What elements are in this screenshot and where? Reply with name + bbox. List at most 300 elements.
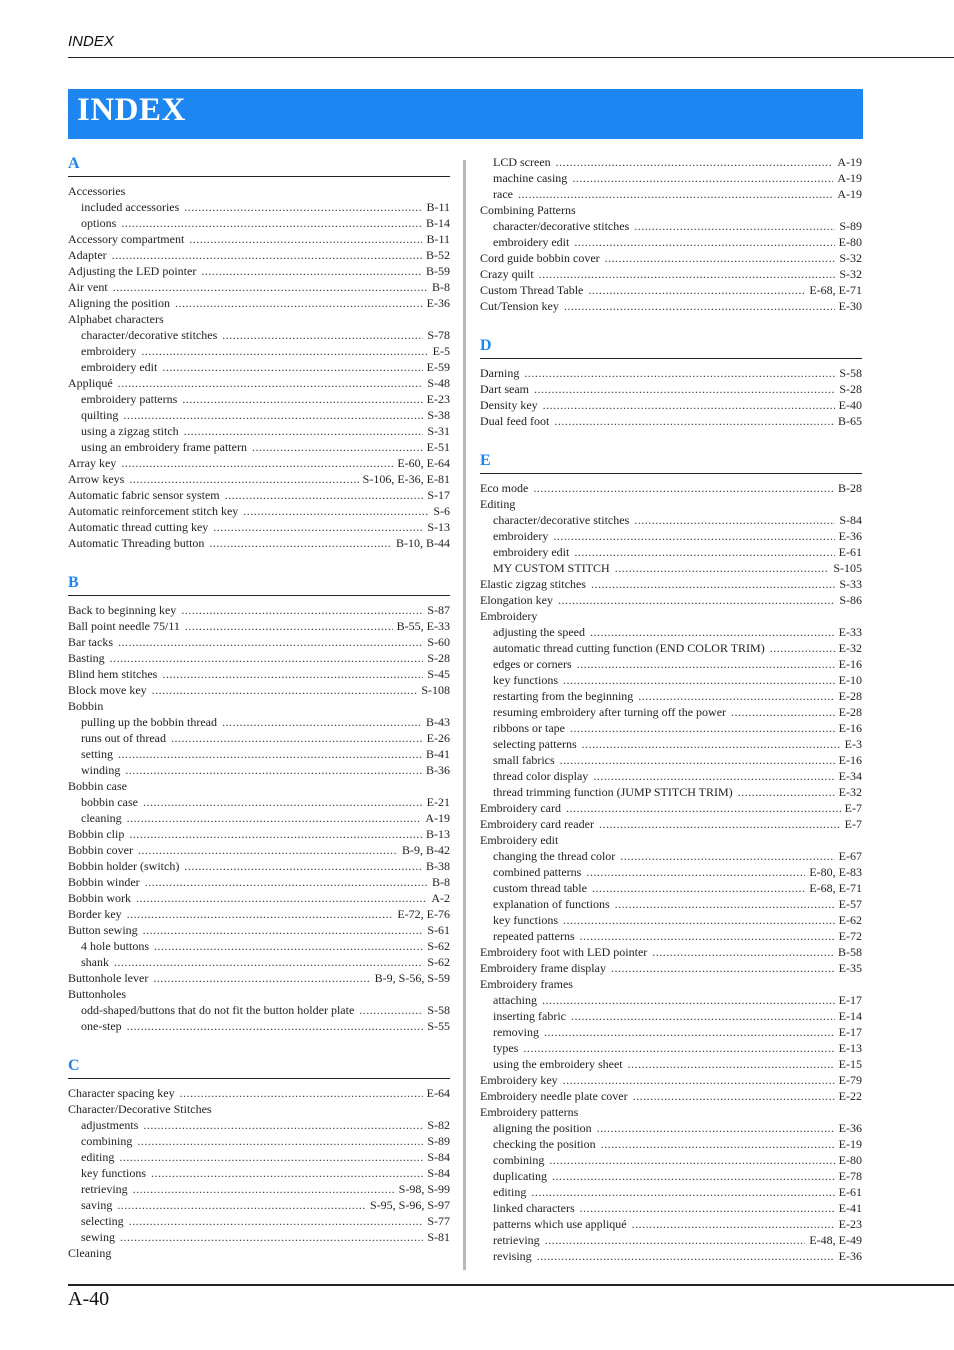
dot-leader xyxy=(243,503,429,519)
index-entry xyxy=(68,890,450,906)
index-entry xyxy=(68,1018,450,1034)
page-reference: E-36 xyxy=(838,529,862,543)
page-reference: B-41 xyxy=(426,747,450,761)
index-entry xyxy=(480,576,862,592)
index-entry xyxy=(68,970,450,986)
dot-leader xyxy=(523,1040,834,1056)
index-entry xyxy=(68,746,450,762)
page-reference: S-32 xyxy=(839,267,862,281)
page-reference: E-36 xyxy=(426,296,450,310)
page-reference: S-84 xyxy=(427,1166,450,1180)
index-entry xyxy=(68,986,450,1002)
running-head: INDEX xyxy=(68,33,114,50)
entry-label: attaching xyxy=(493,993,537,1007)
entry-label: Border key xyxy=(68,907,122,921)
page-reference: E-10 xyxy=(838,673,862,687)
dot-leader xyxy=(601,1136,835,1152)
entry-label: key functions xyxy=(493,913,558,927)
entry-label: key functions xyxy=(493,673,558,687)
page-reference: E-64 xyxy=(426,1086,450,1100)
entry-label: included accessories xyxy=(81,200,180,214)
index-entry xyxy=(480,1152,862,1168)
page-reference: E-17 xyxy=(838,993,862,1007)
page-reference: S-38 xyxy=(427,408,450,422)
section-letter: C xyxy=(68,1056,450,1079)
index-entry xyxy=(68,1229,450,1245)
page-reference: A-19 xyxy=(425,811,450,825)
dot-leader xyxy=(518,186,833,202)
entry-label: Cleaning xyxy=(68,1246,112,1260)
page-reference: E-61 xyxy=(838,545,862,559)
entry-label: Air vent xyxy=(68,280,108,294)
index-entry xyxy=(480,1120,862,1136)
page-reference: A-19 xyxy=(837,155,862,169)
index-entry xyxy=(68,295,450,311)
page-reference: S-6 xyxy=(433,504,450,518)
dot-leader xyxy=(570,720,835,736)
entry-label: race xyxy=(493,187,513,201)
index-entry xyxy=(480,912,862,928)
entry-label: Embroidery foot with LED pointer xyxy=(480,945,648,959)
page-reference: E-62 xyxy=(838,913,862,927)
dot-leader xyxy=(558,592,835,608)
entry-label: retrieving xyxy=(493,1233,540,1247)
dot-leader xyxy=(553,528,834,544)
entry-label: winding xyxy=(81,763,121,777)
entry-label: Automatic reinforcement stitch key xyxy=(68,504,239,518)
entry-label: resuming embroidery after turning off the power xyxy=(493,705,727,719)
dot-leader xyxy=(592,880,805,896)
page-reference: B-65 xyxy=(838,414,862,428)
page-reference: E-32 xyxy=(838,641,862,655)
dot-leader xyxy=(574,544,834,560)
index-entry xyxy=(480,170,862,186)
dot-leader xyxy=(145,874,428,890)
page-reference: A-19 xyxy=(837,171,862,185)
page-reference: E-61 xyxy=(838,1185,862,1199)
dot-leader xyxy=(252,439,423,455)
page-reference: S-33 xyxy=(839,577,862,591)
dot-leader xyxy=(153,970,370,986)
dot-leader xyxy=(738,784,835,800)
index-entry xyxy=(480,928,862,944)
page-reference: S-28 xyxy=(427,651,450,665)
index-entry xyxy=(480,1136,862,1152)
index-entry xyxy=(68,407,450,423)
entry-label: 4 hole buttons xyxy=(81,939,149,953)
page-reference: B-11 xyxy=(426,200,450,214)
index-entry xyxy=(480,218,862,234)
entry-label: Bobbin clip xyxy=(68,827,125,841)
index-entry xyxy=(480,1168,862,1184)
entry-label: key functions xyxy=(81,1166,146,1180)
entry-label: Custom Thread Table xyxy=(480,283,584,297)
page-reference: E-78 xyxy=(838,1169,862,1183)
entry-label: embroidery edit xyxy=(493,235,570,249)
entry-label: Bobbin holder (switch) xyxy=(68,859,180,873)
entry-label: Embroidery frames xyxy=(480,977,573,991)
index-entry xyxy=(68,650,450,666)
page-reference: A-2 xyxy=(431,891,450,905)
page-reference: E-13 xyxy=(838,1041,862,1055)
section-letter: B xyxy=(68,573,450,596)
dot-leader xyxy=(152,682,418,698)
index-entry xyxy=(68,439,450,455)
page-reference: S-98, S-99 xyxy=(398,1182,450,1196)
entry-label: combining xyxy=(81,1134,133,1148)
page-reference: E-34 xyxy=(838,769,862,783)
entry-label: Block move key xyxy=(68,683,147,697)
page-reference: S-87 xyxy=(427,603,450,617)
page-reference: E-7 xyxy=(844,817,862,831)
dot-leader xyxy=(184,858,422,874)
index-entry xyxy=(68,311,450,327)
page-reference: B-55, E-33 xyxy=(396,619,450,633)
dot-leader xyxy=(628,1056,835,1072)
index-entry xyxy=(68,471,450,487)
dot-leader xyxy=(171,730,423,746)
index-section xyxy=(68,1056,450,1261)
page-reference: E-14 xyxy=(838,1009,862,1023)
index-section xyxy=(480,451,862,1264)
page-reference: S-61 xyxy=(427,923,450,937)
entry-label: ribbons or tape xyxy=(493,721,565,735)
page-reference: E-72, E-76 xyxy=(397,907,450,921)
page-reference: E-19 xyxy=(838,1137,862,1151)
entry-label: types xyxy=(493,1041,519,1055)
page-reference: E-36 xyxy=(838,1249,862,1263)
dot-leader xyxy=(181,602,423,618)
page-reference: E-28 xyxy=(838,689,862,703)
dot-leader xyxy=(185,618,393,634)
index-entry xyxy=(68,375,450,391)
index-entry xyxy=(480,496,862,512)
entry-label: runs out of thread xyxy=(81,731,166,745)
dot-leader xyxy=(580,1200,835,1216)
index-entry xyxy=(480,976,862,992)
page-reference: B-36 xyxy=(426,763,450,777)
dot-leader xyxy=(123,407,423,423)
page-reference: S-45 xyxy=(427,667,450,681)
dot-leader xyxy=(118,375,424,391)
index-entry xyxy=(68,826,450,842)
index-entry xyxy=(480,250,862,266)
index-entry xyxy=(480,266,862,282)
page-reference: E-67 xyxy=(838,849,862,863)
page-reference: S-84 xyxy=(839,513,862,527)
entry-label: adjusting the speed xyxy=(493,625,585,639)
page-reference: E-59 xyxy=(426,360,450,374)
index-entry xyxy=(68,778,450,794)
index-entry xyxy=(68,1149,450,1165)
dot-leader xyxy=(222,714,422,730)
index-entry xyxy=(480,1056,862,1072)
index-entry xyxy=(68,1213,450,1229)
index-entry xyxy=(68,1133,450,1149)
index-entry xyxy=(480,528,862,544)
page-reference: B-8 xyxy=(432,875,450,889)
dot-leader xyxy=(182,391,422,407)
dot-leader xyxy=(119,1149,423,1165)
page-reference: E-3 xyxy=(844,737,862,751)
index-column-right xyxy=(480,154,862,1286)
entry-label: edges or corners xyxy=(493,657,572,671)
dot-leader xyxy=(611,960,835,976)
entry-label: Embroidery patterns xyxy=(480,1105,579,1119)
page-reference: B-8 xyxy=(432,280,450,294)
entry-label: embroidery xyxy=(493,529,549,543)
entry-label: Appliqué xyxy=(68,376,113,390)
page-reference: S-77 xyxy=(427,1214,450,1228)
index-entry xyxy=(480,640,862,656)
dot-leader xyxy=(175,295,423,311)
index-entry xyxy=(480,816,862,832)
dot-leader xyxy=(222,327,423,343)
index-entry xyxy=(68,1002,450,1018)
entry-label: embroidery edit xyxy=(81,360,158,374)
entry-label: Embroidery key xyxy=(480,1073,558,1087)
dot-leader xyxy=(615,560,830,576)
index-entry xyxy=(68,874,450,890)
index-entry xyxy=(480,800,862,816)
dot-leader xyxy=(543,397,835,413)
entry-label: embroidery xyxy=(81,344,137,358)
entry-label: Cut/Tension key xyxy=(480,299,559,313)
entry-label: aligning the position xyxy=(493,1121,592,1135)
header-rule xyxy=(68,57,954,58)
entry-label: using a zigzag stitch xyxy=(81,424,179,438)
page-reference: S-89 xyxy=(839,219,862,233)
page-reference: E-21 xyxy=(426,795,450,809)
page-reference: E-15 xyxy=(838,1057,862,1071)
page-reference: B-10, B-44 xyxy=(396,536,450,550)
page-reference: S-58 xyxy=(427,1003,450,1017)
entry-label: combined patterns xyxy=(493,865,582,879)
page-reference: S-28 xyxy=(839,382,862,396)
entry-label: editing xyxy=(81,1150,115,1164)
index-entry xyxy=(68,666,450,682)
page-reference: S-106, E-36, E-81 xyxy=(362,472,450,486)
page-reference: S-81 xyxy=(427,1230,450,1244)
index-entry xyxy=(480,1008,862,1024)
entry-label: selecting xyxy=(81,1214,124,1228)
entry-label: Bar tacks xyxy=(68,635,113,649)
page-reference: S-78 xyxy=(427,328,450,342)
entry-label: Automatic Threading button xyxy=(68,536,205,550)
index-entry xyxy=(480,624,862,640)
entry-label: embroidery patterns xyxy=(81,392,178,406)
dot-leader xyxy=(597,1120,835,1136)
dot-leader xyxy=(605,250,836,266)
section-letter: E xyxy=(480,451,862,474)
index-entry xyxy=(68,906,450,922)
entry-label: Aligning the position xyxy=(68,296,170,310)
entry-label: revising xyxy=(493,1249,532,1263)
index-entry xyxy=(68,1245,450,1261)
entry-label: Cord guide bobbin cover xyxy=(480,251,600,265)
dot-leader xyxy=(184,199,422,215)
index-entry xyxy=(480,656,862,672)
dot-leader xyxy=(539,266,836,282)
dot-leader xyxy=(114,954,423,970)
index-entry xyxy=(480,1216,862,1232)
entry-label: Bobbin cover xyxy=(68,843,133,857)
entry-label: Density key xyxy=(480,398,538,412)
entry-label: thread color display xyxy=(493,769,589,783)
entry-label: Eco mode xyxy=(480,481,529,495)
page-reference: E-33 xyxy=(838,625,862,639)
page-reference: E-68, E-71 xyxy=(809,283,862,297)
entry-label: Embroidery card xyxy=(480,801,561,815)
entry-label: Bobbin work xyxy=(68,891,131,905)
entry-label: shank xyxy=(81,955,109,969)
page-reference: B-11 xyxy=(426,232,450,246)
dot-leader xyxy=(556,154,834,170)
page-reference: E-51 xyxy=(426,440,450,454)
entry-label: Button sewing xyxy=(68,923,138,937)
dot-leader xyxy=(549,1152,834,1168)
index-entry xyxy=(480,896,862,912)
dot-leader xyxy=(118,746,422,762)
entry-label: quilting xyxy=(81,408,119,422)
page-reference: E-30 xyxy=(838,299,862,313)
entry-label: changing the thread color xyxy=(493,849,616,863)
entry-label: Embroidery edit xyxy=(480,833,559,847)
index-entry xyxy=(68,279,450,295)
index-entry xyxy=(68,682,450,698)
index-entry xyxy=(480,848,862,864)
index-entry xyxy=(68,1165,450,1181)
page-reference: S-95, S-96, S-97 xyxy=(369,1198,450,1212)
page-reference: S-55 xyxy=(427,1019,450,1033)
entry-label: Adjusting the LED pointer xyxy=(68,264,197,278)
page-reference: E-17 xyxy=(838,1025,862,1039)
entry-label: saving xyxy=(81,1198,113,1212)
dot-leader xyxy=(582,736,841,752)
entry-label: embroidery edit xyxy=(493,545,570,559)
index-entry xyxy=(68,634,450,650)
index-entry xyxy=(68,503,450,519)
entry-label: Elastic zigzag stitches xyxy=(480,577,586,591)
dot-leader xyxy=(770,640,835,656)
entry-label: removing xyxy=(493,1025,539,1039)
page-reference: B-14 xyxy=(426,216,450,230)
dot-leader xyxy=(143,922,424,938)
dot-leader xyxy=(209,535,392,551)
entry-label: combining xyxy=(493,1153,545,1167)
footer-rule xyxy=(68,1284,954,1286)
dot-leader xyxy=(537,1248,835,1264)
index-entry xyxy=(480,298,862,314)
entry-label: repeated patterns xyxy=(493,929,575,943)
index-entry xyxy=(480,512,862,528)
dot-leader xyxy=(127,1018,424,1034)
index-entry xyxy=(68,519,450,535)
index-entry xyxy=(480,592,862,608)
entry-label: small fabrics xyxy=(493,753,555,767)
page-reference: S-84 xyxy=(427,1150,450,1164)
page-reference: B-9, B-42 xyxy=(402,843,450,857)
entry-label: Embroidery needle plate cover xyxy=(480,1089,628,1103)
entry-label: character/decorative stitches xyxy=(81,328,218,342)
page-reference: S-62 xyxy=(427,939,450,953)
index-entry xyxy=(480,720,862,736)
index-column-left xyxy=(68,154,450,1283)
index-entry xyxy=(68,263,450,279)
index-entry xyxy=(480,1200,862,1216)
page-reference: E-72 xyxy=(838,929,862,943)
index-entry xyxy=(68,215,450,231)
index-entry xyxy=(480,784,862,800)
page-reference: E-16 xyxy=(838,721,862,735)
page-reference: E-57 xyxy=(838,897,862,911)
entry-label: LCD screen xyxy=(493,155,551,169)
dot-leader xyxy=(566,800,841,816)
entry-label: Buttonhole lever xyxy=(68,971,149,985)
dot-leader xyxy=(533,480,834,496)
page-reference: S-82 xyxy=(427,1118,450,1132)
entry-label: cleaning xyxy=(81,811,122,825)
page-number: A-40 xyxy=(68,1288,110,1310)
page-reference: S-13 xyxy=(427,520,450,534)
index-section xyxy=(68,154,450,551)
dot-leader xyxy=(118,634,423,650)
index-entry xyxy=(68,922,450,938)
dot-leader xyxy=(127,906,394,922)
dot-leader xyxy=(571,1008,835,1024)
page-reference: E-16 xyxy=(838,657,862,671)
index-entry xyxy=(480,752,862,768)
entry-label: Arrow keys xyxy=(68,472,125,486)
dot-leader xyxy=(137,1133,423,1149)
dot-leader xyxy=(633,1088,835,1104)
dot-leader xyxy=(129,1213,424,1229)
dot-leader xyxy=(572,170,833,186)
page-reference: E-28 xyxy=(838,705,862,719)
index-entry xyxy=(68,423,450,439)
dot-leader xyxy=(121,455,393,471)
index-entry xyxy=(480,202,862,218)
dot-leader xyxy=(359,1002,423,1018)
entry-label: Blind hem stitches xyxy=(68,667,158,681)
entry-label: Embroidery frame display xyxy=(480,961,606,975)
title-banner xyxy=(68,89,863,139)
index-entry xyxy=(480,1040,862,1056)
entry-label: Elongation key xyxy=(480,593,553,607)
index-entry xyxy=(480,282,862,298)
entry-label: Character spacing key xyxy=(68,1086,175,1100)
entry-label: explanation of functions xyxy=(493,897,610,911)
entry-label: automatic thread cutting function (END COLOR TRIM) xyxy=(493,641,765,655)
page-reference: E-80, E-83 xyxy=(809,865,862,879)
entry-label: patterns which use appliqué xyxy=(493,1217,627,1231)
section-letter: D xyxy=(480,336,862,359)
dot-leader xyxy=(162,359,422,375)
index-entry xyxy=(480,736,862,752)
page-reference: S-105 xyxy=(833,561,862,575)
index-entry xyxy=(480,1024,862,1040)
entry-label: Bobbin winder xyxy=(68,875,140,889)
dot-leader xyxy=(201,263,422,279)
entry-label: pulling up the bobbin thread xyxy=(81,715,217,729)
entry-label: retrieving xyxy=(81,1182,128,1196)
entry-label: Character/Decorative Stitches xyxy=(68,1102,212,1116)
page-reference: E-16 xyxy=(838,753,862,767)
page-reference: B-58 xyxy=(838,945,862,959)
index-entry xyxy=(480,688,862,704)
index-entry xyxy=(480,397,862,413)
index-entry xyxy=(68,247,450,263)
